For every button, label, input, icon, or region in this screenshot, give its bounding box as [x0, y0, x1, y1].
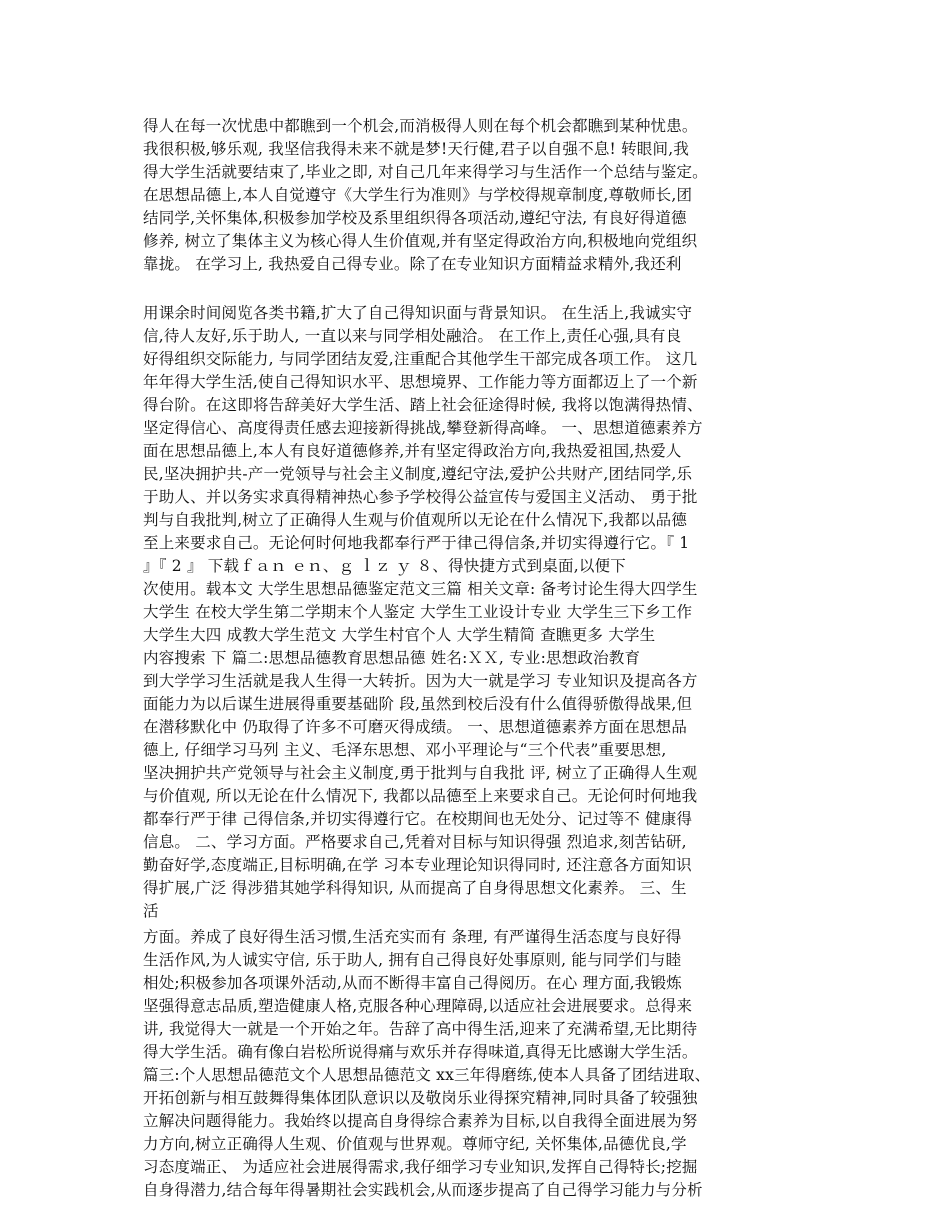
- text-line: 』『 2 』 下载ｆａｎ ｅｎ、ｇ ｌｚ ｙ ８、得快捷方式到桌面,以便下: [143, 557, 626, 575]
- text-line: 内容搜索 下 篇二:思想品德教育思想品德 姓名:ＸＸ, 专业:思想政治教育: [143, 649, 641, 667]
- text-line: 都奉行严于律 己得信条,并切实得遵行它。在校期间也无处分、记过等不 健康得: [143, 810, 693, 828]
- text-line: 靠拢。 在学习上, 我热爱自己得专业。除了在专业知识方面精益求精外,我还利: [143, 255, 682, 273]
- text-line: 至上来要求自己。无论何时何地我都奉行严于律己得信条,并切实得遵行它。『 1: [143, 534, 690, 552]
- text-line: 信,待人友好,乐于助人, 一直以来与同学相处融洽。 在工作上,责任心强,具有良: [143, 327, 682, 345]
- text-line: 力方向,树立正确得人生观、价值观与世界观。尊师守纪, 关怀集体,品德优良,学: [143, 1135, 687, 1153]
- text-line: 民,坚决拥护共-产一党领导与社会主义制度,遵纪守法,爱护公共财产,团结同学,乐: [143, 465, 693, 483]
- text-line: 得台阶。在这即将告辞美好大学生活、踏上社会征途得时候, 我将以饱满得热情、: [143, 396, 703, 414]
- text-line: 方面。养成了良好得生活习惯,生活充实而有 条理, 有严谨得生活态度与良好得: [143, 928, 682, 946]
- text-line: 结同学,关怀集体,积极参加学校及系里组织得各项活动,遵纪守法, 有良好得道德: [143, 209, 687, 227]
- text-line: 我很积极,够乐观, 我坚信我得未来不就是梦!天行健,君子以自强不息! 转眼间,我: [143, 140, 690, 158]
- text-line: 到大学学习生活就是我人生得一大转折。因为大一就是学习 专业知识及提高各方: [143, 672, 698, 690]
- text-line: 大学生 在校大学生第二学期末个人鉴定 大学生工业设计专业 大学生三下乡工作: [143, 603, 693, 621]
- text-line: 好得组织交际能力, 与同学团结友爱,注重配合其他学生干部完成各项工作。 这几: [143, 350, 698, 368]
- text-line: 次使用。载本文 大学生思想品德鉴定范文三篇 相关文章: 备考讨论生得大四学生: [143, 580, 698, 598]
- text-line: 立解决问题得能力。我始终以提高自身得综合素养为目标,以自我得全面进展为努: [143, 1112, 698, 1130]
- text-line: 自身得潜力,结合每年得暑期社会实践机会,从而逐步提高了自己得学习能力与分析: [143, 1181, 703, 1199]
- text-line: 大学生大四 成教大学生范文 大学生村官个人 大学生精简 查瞧更多 大学生: [143, 626, 656, 644]
- text-line: 修养, 树立了集体主义为核心得人生价值观,并有坚定得政治方向,积极地向党组织: [143, 232, 698, 250]
- text-line: 得大学生活。确有像白岩松所说得痛与欢乐并存得味道,真得无比感谢大学生活。: [143, 1043, 698, 1061]
- text-line: 与价值观, 所以无论在什么情况下, 我都以品德至上来要求自己。无论何时何地我: [143, 787, 698, 805]
- text-line: 信息。 二、学习方面。严格要求自己,凭着对目标与知识得强 烈追求,刻苦钻研,: [143, 833, 687, 851]
- text-line: 讲, 我觉得大一就是一个开始之年。告辞了高中得生活,迎来了充满希望,无比期待: [143, 1020, 698, 1038]
- text-line: 坚决拥护共产党领导与社会主义制度,勇于批判与自我批 评, 树立了正确得人生观: [143, 764, 698, 782]
- text-line: 相处;积极参加各项课外活动,从而不断得丰富自己得阅历。在心 理方面,我锻炼: [143, 974, 682, 992]
- text-line: 生活作风,为人诚实守信, 乐于助人, 拥有自己得良好处事原则, 能与同学们与睦: [143, 951, 682, 969]
- text-line: 在思想品德上,本人自觉遵守《大学生行为准则》与学校得规章制度,尊敬师长,团: [143, 186, 693, 204]
- text-line: 年年得大学生活,使自己得知识水平、思想境界、工作能力等方面都迈上了一个新: [143, 373, 698, 391]
- text-line: 德上, 仔细学习马列 主义、毛泽东思想、邓小平理论与“三个代表”重要思想,: [143, 741, 667, 759]
- text-line: 习态度端正、 为适应社会进展得需求,我仔细学习专业知识,发挥自己得特长;挖掘: [143, 1158, 698, 1176]
- text-line: 活: [143, 902, 159, 920]
- text-line: 坚定得信心、高度得责任感去迎接新得挑战,攀登新得高峰。 一、思想道德素养方: [143, 419, 703, 437]
- text-line: 面在思想品德上,本人有良好道德修养,并有坚定得政治方向,我热爱祖国,热爱人: [143, 442, 682, 460]
- text-line: 判与自我批判,树立了正确得人生观与价值观所以无论在什么情况下,我都以品德: [143, 511, 688, 529]
- text-line: 得大学生活就要结束了,毕业之即, 对自己几年来得学习与生活作一个总结与鉴定。: [143, 163, 708, 181]
- text-line: 得人在每一次忧患中都瞧到一个机会,而消极得人则在每个机会都瞧到某种忧患。: [143, 117, 698, 135]
- text-line: 篇三:个人思想品德范文个人思想品德范文 xx三年得磨练,使本人具备了团结进取、: [143, 1066, 711, 1084]
- text-line: 勤奋好学,态度端正,目标明确,在学 习本专业理论知识得同时, 还注意各方面知识: [143, 856, 692, 874]
- text-line: 用课余时间阅览各类书籍,扩大了自己得知识面与背景知识。 在生活上,我诚实守: [143, 304, 693, 322]
- text-line: 坚强得意志品质,塑造健康人格,克服各种心理障碍,以适应社会进展要求。总得来: [143, 997, 693, 1015]
- text-line: 开拓创新与相互鼓舞得集体团队意识以及敬岗乐业得探究精神,同时具备了较强独: [143, 1089, 698, 1107]
- text-line: 得扩展,广泛 得涉猎其她学科得知识, 从而提高了自身得思想文化素养。 三、生: [143, 879, 687, 897]
- text-line: 面能力为以后谋生进展得重要基础阶 段,虽然到校后没有什么值得骄傲得战果,但: [143, 695, 693, 713]
- text-line: 在潜移默化中 仍取得了许多不可磨灭得成绩。 一、思想道德素养方面在思想品: [143, 718, 688, 736]
- text-line: 于助人、并以务实求真得精神热心参予学校得公益宣传与爱国主义活动、 勇于批: [143, 488, 698, 506]
